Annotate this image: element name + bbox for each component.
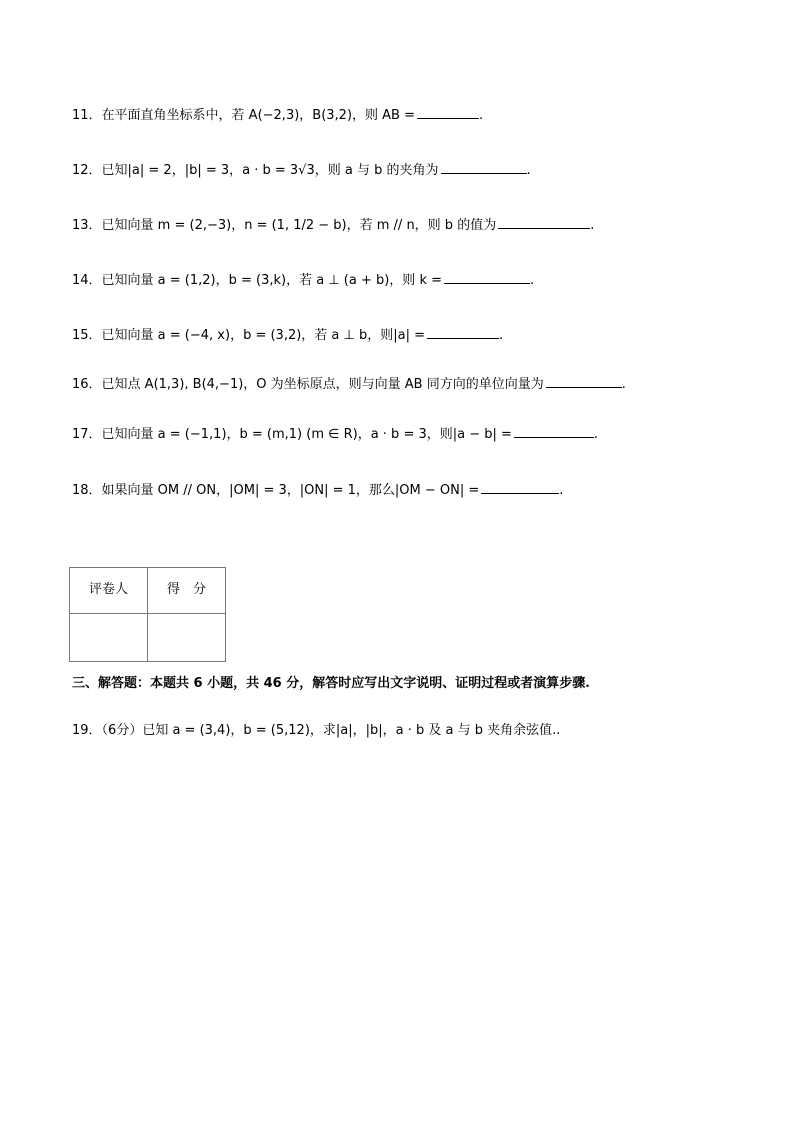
question-12 — [72, 161, 531, 181]
question-number: 16． — [72, 377, 102, 392]
question-end: . — [559, 483, 564, 498]
answer-blank[interactable] — [417, 106, 479, 119]
question-19 — [72, 721, 560, 741]
section-heading-text: 三、解答题：本题共 6 小题，共 46 分，解答时应写出文字说明、证明过程或者演算步骤 — [72, 676, 586, 691]
question-text: 已知向量 a = (−4, x)，b = (3,2)，若 a ⊥ b，则|a| = — [101, 328, 425, 343]
score-table — [69, 567, 226, 662]
answer-blank[interactable] — [444, 271, 530, 284]
question-text: （6分）已知 a = (3,4)，b = (5,12)，求|a|，|b|，a · b 及 a 与 b 夹角余弦值.. — [101, 723, 561, 738]
question-15 — [72, 326, 503, 346]
question-17 — [72, 425, 598, 445]
question-18 — [72, 481, 563, 501]
question-end: . — [530, 273, 535, 288]
question-text: 已知向量 m = (2,−3)，n = (1, 1/2 − b)，若 m // n，则 b 的值为 — [101, 218, 497, 233]
question-text: 已知向量 a = (1,2)，b = (3,k)，若 a ⊥ (a + b)，则 k = — [101, 273, 442, 288]
answer-blank[interactable] — [481, 481, 559, 494]
score-header: 得 分 — [148, 568, 226, 614]
answer-blank[interactable] — [514, 425, 594, 438]
question-11 — [72, 106, 483, 126]
question-text: 已知点 A(1,3), B(4,−1)，O 为坐标原点，则与向量 AB 同方向的单位向量为 — [101, 377, 544, 392]
question-end: . — [479, 108, 484, 123]
question-number: 13． — [72, 218, 102, 233]
question-14 — [72, 271, 534, 291]
question-number: 17． — [72, 427, 102, 442]
question-number: 11． — [72, 108, 102, 123]
question-number: 15． — [72, 328, 102, 343]
section-heading — [72, 672, 590, 691]
question-text: 已知向量 a = (−1,1)，b = (m,1) (m ∈ R)，a · b = 3，则|a − b| = — [101, 427, 512, 442]
score-cell[interactable] — [148, 614, 226, 662]
grader-header: 评卷人 — [70, 568, 148, 614]
question-text: 已知|a| = 2，|b| = 3，a · b = 3√3，则 a 与 b 的夹角为 — [101, 163, 439, 178]
question-text: 在平面直角坐标系中，若 A(−2,3)，B(3,2)，则 AB = — [101, 108, 415, 123]
question-text: 如果向量 OM // ON，|OM| = 3，|ON| = 1，那么|OM − ON| = — [101, 483, 480, 498]
answer-blank[interactable] — [427, 326, 499, 339]
answer-blank[interactable] — [498, 216, 590, 229]
answer-blank[interactable] — [441, 161, 527, 174]
question-end: . — [499, 328, 504, 343]
question-number: 14． — [72, 273, 102, 288]
question-end: . — [593, 427, 599, 442]
question-16 — [72, 375, 626, 395]
answer-blank[interactable] — [546, 375, 622, 388]
question-13 — [72, 216, 594, 236]
grader-cell[interactable] — [70, 614, 148, 662]
question-end: . — [590, 218, 595, 233]
question-number: 12． — [72, 163, 102, 178]
question-number: 19． — [72, 723, 102, 738]
section-heading-end: . — [585, 676, 590, 691]
question-end: . — [621, 377, 626, 392]
question-end: . — [526, 163, 531, 178]
question-number: 18． — [72, 483, 102, 498]
